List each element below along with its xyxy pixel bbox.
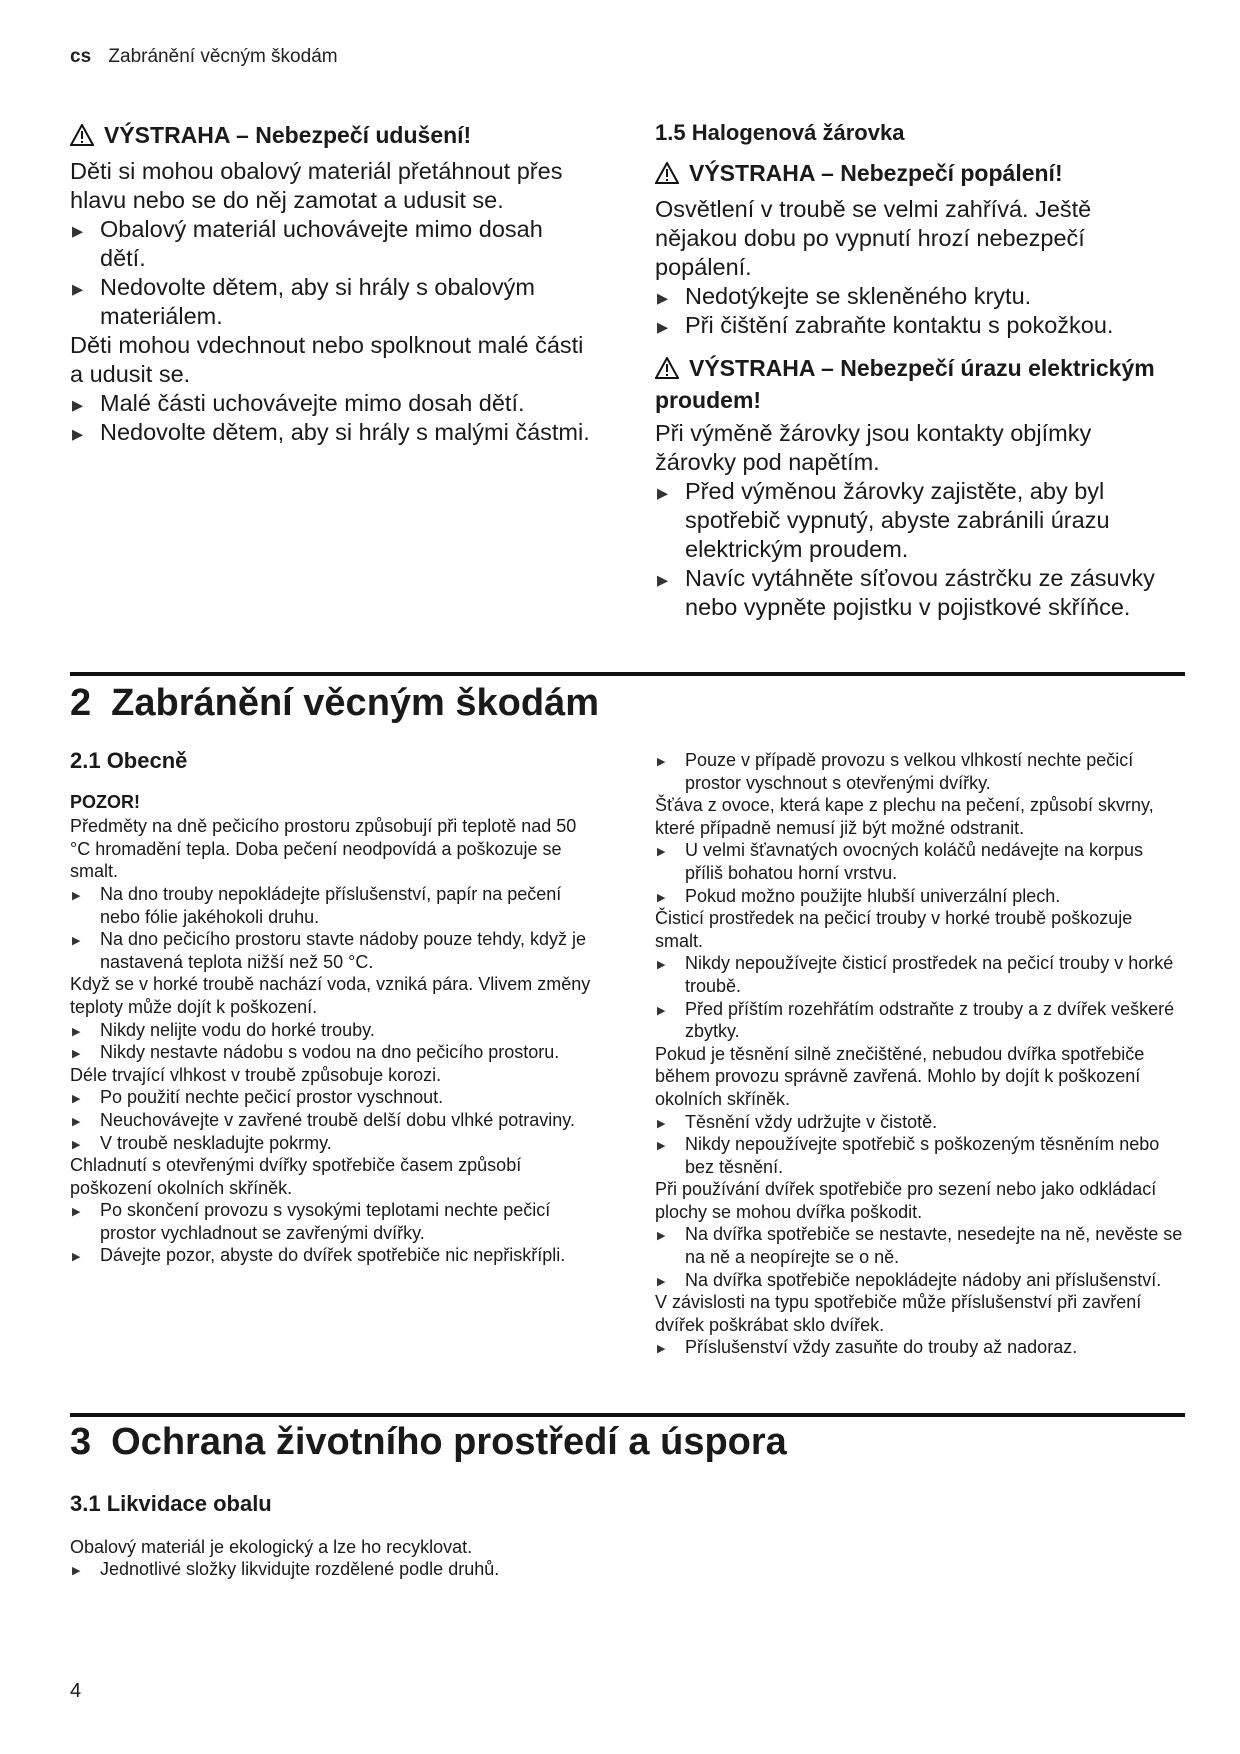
subsection-heading: 3.1 Likvidace obalu [70,1491,272,1516]
bullet-text: Nikdy nestavte nádobu s vodou na dno pečicího prostoru. [100,1042,560,1063]
bullet-text: Na dvířka spotřebiče se nestavte, nesedejte na ně, nevěste se na ně a neopírejte se o ně. [685,1224,1183,1268]
paragraph: V závislosti na typu spotřebiče může příslušenství při zavření dvířek poškrábat sklo dvířek. [655,1292,1142,1335]
bullet-item [655,952,1185,997]
paragraph: Pokud je těsnění silně znečištěné, nebudou dvířka spotřebiče během provozu správně zavřená. Mohlo by dojít k poškození okolních skříněk. [655,1043,1145,1109]
bullet-arrow-icon: ▶ [72,1565,81,1578]
subsection-heading: 2.1 Obecně [70,748,188,773]
section-2-right-content [655,749,1185,1359]
warning-electric [655,354,1175,415]
bullet-item [70,1199,600,1244]
bullet-item [70,1132,600,1155]
bullet-text: Jednotlivé složky likvidujte rozdělené podle druhů. [100,1559,500,1580]
section-2-heading [70,682,599,725]
bullet-arrow-icon: ▶ [657,891,666,904]
bullet-item [70,1019,600,1042]
bullet-text: Na dno pečicího prostoru stavte nádoby pouze tehdy, když je nastavená teplota nižší než 50 °C. [100,929,586,972]
section-number: 2 [70,682,92,724]
bullet-text: Nedotýkejte se skleněného krytu. [685,283,1032,309]
bullet-item [655,839,1185,884]
paragraph: Děti mohou vdechnout nebo spolknout malé části a udusit se. [70,332,584,387]
bullet-item [70,1086,600,1109]
section-divider [70,1413,1185,1417]
bullet-item [655,885,1185,908]
warning-triangle-icon [70,124,94,153]
paragraph: Osvětlení v troubě se velmi zahřívá. Ještě nějakou dobu po vypnutí hrozí nebezpečí popálení. [655,196,1092,280]
paragraph: Předměty na dně pečicího prostoru způsobují při teplotě nad 50 °C hromadění tepla. Doba pečení neodpovídá a poškozuje se smalt. [70,816,577,882]
warning-triangle-icon [655,357,679,386]
bullet-text: U velmi šťavnatých ovocných koláčů nedávejte na korpus příliš bohatou horní vrstvu. [685,840,1143,883]
bullet-text: Po použití nechte pečicí prostor vyschnout. [100,1087,444,1108]
bullet-arrow-icon: ▶ [72,224,84,240]
bullet-text: Pouze v případě provozu s velkou vlhkostí nechte pečicí prostor vyschnout s otevřenými dvířky. [685,750,1134,793]
bullet-arrow-icon: ▶ [72,1138,81,1151]
bullet-text: Nikdy nepoužívejte spotřebič s poškozeným těsněním nebo bez těsnění. [685,1134,1160,1177]
warning-title: VÝSTRAHA – Nebezpečí popálení! [689,160,1063,186]
section-2-left-column [70,750,600,1267]
bullet-text: Dávejte pozor, abyste do dvířek spotřebiče nic nepřiskřípli. [100,1245,566,1266]
bullet-text: Navíc vytáhněte síťovou zástrčku ze zásuvky nebo vypněte pojistku v pojistkové skříňce. [685,565,1155,620]
bullet-text: Pokud možno použijte hlubší univerzální plech. [685,885,1061,906]
bullet-text: Malé části uchovávejte mimo dosah dětí. [100,390,525,416]
bullet-text: Před výměnou žárovky zajistěte, aby byl spotřebič vypnutý, abyste zabránili úrazu elektrickým proudem. [685,478,1110,562]
bullet-item [655,998,1185,1043]
bullet-item [70,1244,600,1267]
section-number: 3 [70,1421,92,1463]
section-3-heading [70,1421,787,1464]
bullet-item [655,564,1175,622]
bullet-arrow-icon: ▶ [657,1140,666,1153]
bullet-text: Těsnění vždy udržujte v čistotě. [685,1111,938,1132]
bullet-item [655,749,1185,794]
bullet-arrow-icon: ▶ [72,1206,81,1219]
paragraph: Děti si mohou obalový materiál přetáhnout přes hlavu nebo se do něj zamotat a udusit se. [70,158,563,213]
bullet-arrow-icon: ▶ [72,398,84,414]
bullet-arrow-icon: ▶ [657,846,666,859]
warning-triangle-icon [655,162,679,191]
bullet-text: Před příštím rozehřátím odstraňte z trouby a z dvířek veškeré zbytky. [685,998,1175,1042]
bullet-arrow-icon: ▶ [72,1025,81,1038]
bullet-text: Příslušenství vždy zasuňte do trouby až nadoraz. [685,1337,1078,1358]
warning-burn [655,159,1175,191]
bullet-arrow-icon: ▶ [657,291,669,307]
bullet-text: Na dno trouby nepokládejte příslušenství, papír na pečení nebo fólie jakéhokoli druhu. [100,883,562,927]
bullet-arrow-icon: ▶ [72,1048,81,1061]
section-2-right-column [655,749,1185,1359]
bullet-item [655,1111,1185,1134]
bullet-arrow-icon: ▶ [657,959,666,972]
bullet-arrow-icon: ▶ [72,889,81,902]
caution-label: POZOR! [70,791,140,812]
bullet-item [70,389,590,418]
bullet-arrow-icon: ▶ [657,573,669,589]
bullet-arrow-icon: ▶ [72,935,81,948]
bullet-item [70,1558,630,1581]
warning-title: VÝSTRAHA – Nebezpečí úrazu elektrickým proudem! [655,355,1155,413]
bullet-text: Nedovolte dětem, aby si hrály s obalovým materiálem. [100,274,535,329]
section-title: Ochrana životního prostředí a úspora [111,1421,787,1463]
paragraph: Když se v horké troubě nachází voda, vzniká pára. Vlivem změny teploty může dojít k poškození. [70,974,591,1017]
paragraph: Čisticí prostředek na pečicí trouby v horké troubě poškozuje smalt. [655,908,1133,951]
right-top-column [655,118,1175,622]
bullet-item [655,477,1175,564]
bullet-arrow-icon: ▶ [72,1115,81,1128]
bullet-item [70,273,590,331]
bullet-arrow-icon: ▶ [657,756,666,768]
left-top-column [70,121,590,447]
bullet-item [70,215,590,273]
page-number: 4 [70,1680,82,1702]
bullet-item [70,883,600,928]
subsection-heading: 1.5 Halogenová žárovka [655,120,905,145]
bullet-item [70,928,600,973]
bullet-item [655,1223,1185,1268]
paragraph: Déle trvající vlhkost v troubě způsobuje korozi. [70,1064,442,1085]
bullet-item [655,311,1175,340]
bullet-arrow-icon: ▶ [72,1251,81,1264]
bullet-arrow-icon: ▶ [657,486,669,502]
bullet-item [70,418,590,447]
bullet-arrow-icon: ▶ [657,1117,666,1130]
section-3-content [70,1493,630,1581]
paragraph: Obalový materiál je ekologický a lze ho recyklovat. [70,1536,473,1557]
bullet-arrow-icon: ▶ [657,320,669,336]
bullet-text: Nikdy nepoužívejte čisticí prostředek na pečicí trouby v horké troubě. [685,953,1174,996]
page-header [70,46,338,68]
bullet-text: Nedovolte dětem, aby si hrály s malými částmi. [100,419,590,445]
bullet-text: Při čištění zabraňte kontaktu s pokožkou. [685,312,1114,338]
bullet-arrow-icon: ▶ [72,1093,81,1106]
bullet-text: V troubě neskladujte pokrmy. [100,1132,332,1153]
paragraph: Šťáva z ovoce, která kape z plechu na pečení, způsobí skvrny, které případně nemusí již být možné odstranit. [655,795,1154,838]
bullet-text: Nikdy nelijte vodu do horké trouby. [100,1019,375,1040]
bullet-item [655,1336,1185,1359]
bullet-text: Neuchovávejte v zavřené troubě delší dobu vlhké potraviny. [100,1109,575,1130]
section-divider [70,672,1185,676]
bullet-item [655,1269,1185,1292]
bullet-text: Na dvířka spotřebiče nepokládejte nádoby ani příslušenství. [685,1269,1162,1290]
bullet-item [70,1109,600,1132]
bullet-item [655,1133,1185,1178]
section-title: Zabránění věcným škodám [111,682,599,724]
bullet-arrow-icon: ▶ [657,1004,666,1017]
bullet-item [70,1041,600,1064]
bullet-arrow-icon: ▶ [657,1343,666,1356]
language-code: cs [70,46,92,67]
header-title: Zabránění věcným škodám [108,46,338,67]
paragraph: Při používání dvířek spotřebiče pro sezení nebo jako odkládací plochy se mohou dvířka poškodit. [655,1179,1157,1222]
bullet-arrow-icon: ▶ [72,282,84,298]
paragraph: Chladnutí s otevřenými dvířky spotřebiče časem způsobí poškození okolních skříněk. [70,1155,522,1198]
bullet-text: Po skončení provozu s vysokými teplotami nechte pečicí prostor vychladnout se zavřenými dvířky. [100,1200,551,1243]
bullet-text: Obalový materiál uchovávejte mimo dosah dětí. [100,216,543,271]
section-2-left-content [70,815,600,1267]
bullet-item [655,282,1175,311]
bullet-arrow-icon: ▶ [657,1230,666,1243]
warning-title: VÝSTRAHA – Nebezpečí udušení! [104,122,472,148]
bullet-arrow-icon: ▶ [72,427,84,443]
warning-suffocation [70,121,590,153]
paragraph: Při výměně žárovky jsou kontakty objímky žárovky pod napětím. [655,420,1092,475]
bullet-arrow-icon: ▶ [657,1275,666,1288]
